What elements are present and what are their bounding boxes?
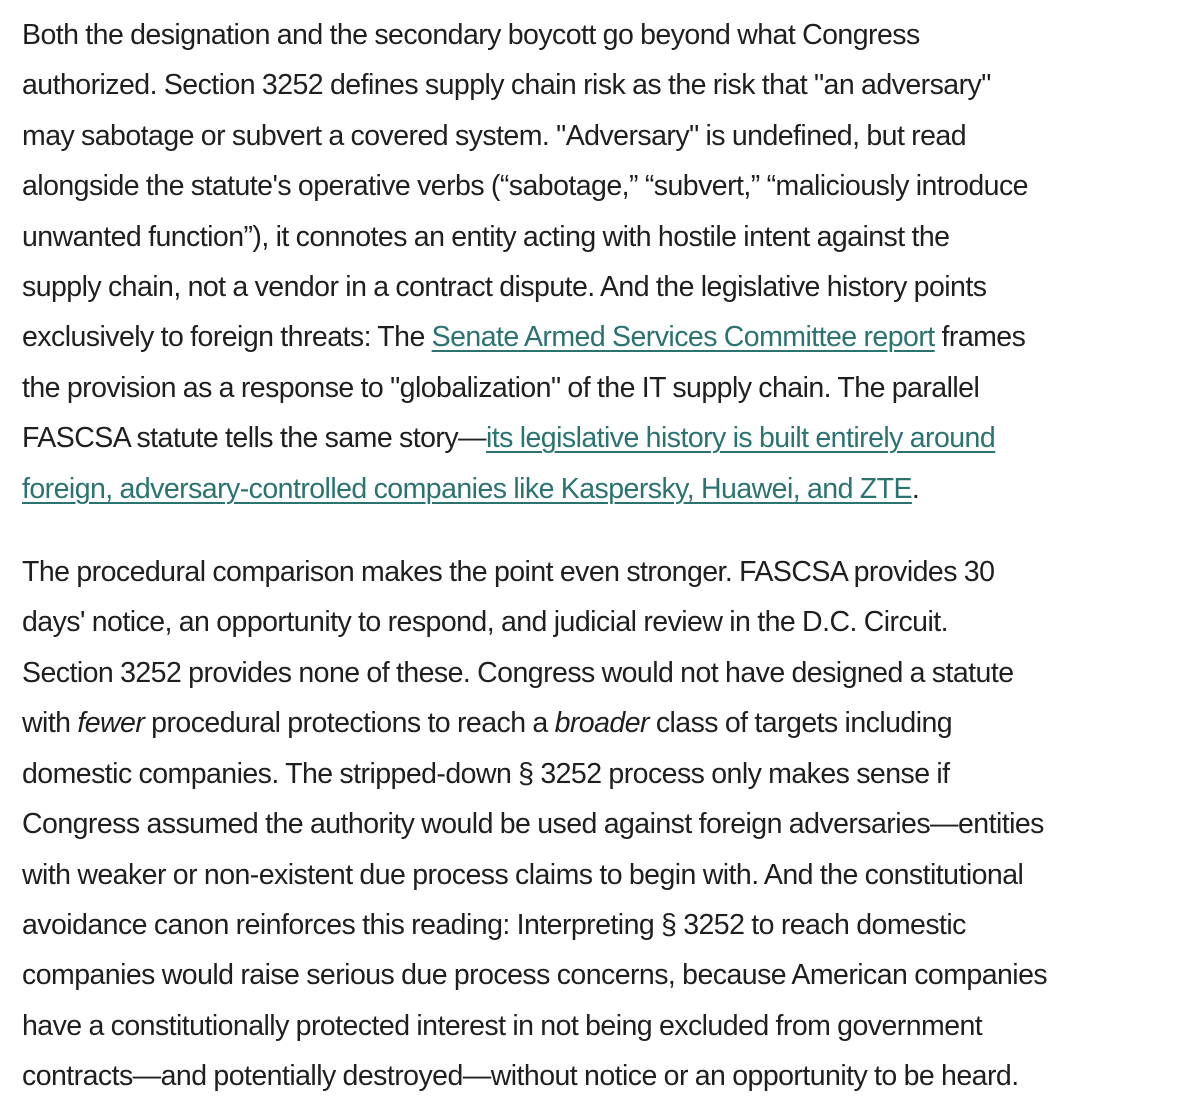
text-line: [22, 698, 1194, 748]
emphasized-text: fewer: [77, 707, 145, 740]
text-segment: supply chain, not a vendor in a contract dispute. And the legislative history points: [22, 271, 987, 304]
text-segment: alongside the statute's operative verbs (“sabotage,” “subvert,” “maliciously introduce: [22, 170, 1028, 203]
text-line: [22, 950, 1194, 1000]
text-line: [22, 547, 1194, 597]
text-line: [22, 10, 1194, 60]
text-segment: unwanted function”), it connotes an entity acting with hostile intent against the: [22, 220, 950, 253]
text-line: [22, 262, 1194, 312]
text-line: [22, 60, 1194, 110]
text-segment: the provision as a response to "globalization" of the IT supply chain. The parallel: [22, 371, 980, 404]
text-line: [22, 212, 1194, 262]
text-line: [22, 799, 1194, 849]
text-line: [22, 464, 1194, 514]
text-line: [22, 1001, 1194, 1051]
text-line: [22, 597, 1194, 647]
text-segment: exclusively to foreign threats: The: [22, 321, 432, 354]
text-segment: days' notice, an opportunity to respond, and judicial review in the D.C. Circuit.: [22, 606, 948, 639]
text-line: [22, 648, 1194, 698]
inline-link[interactable]: foreign, adversary-controlled companies like Kaspersky, Huawei, and ZTE: [22, 472, 912, 505]
text-segment: companies would raise serious due process concerns, because American companies: [22, 959, 1048, 992]
text-segment: Section 3252 provides none of these. Congress would not have designed a statute: [22, 656, 1014, 689]
text-segment: with: [22, 707, 78, 740]
text-line: [22, 413, 1194, 463]
text-line: [22, 363, 1194, 413]
paragraph-2: [22, 547, 1194, 1101]
text-segment: class of targets including: [648, 707, 953, 740]
text-line: [22, 111, 1194, 161]
text-line: [22, 850, 1194, 900]
text-segment: procedural protections to reach a: [144, 707, 555, 740]
text-segment: .: [911, 472, 920, 505]
inline-link[interactable]: its legislative history is built entirely around: [485, 422, 996, 455]
text-segment: may sabotage or subvert a covered system. "Adversary" is undefined, but read: [22, 119, 967, 152]
text-segment: domestic companies. The stripped-down § 3252 process only makes sense if: [22, 757, 950, 790]
article-body: [22, 10, 1194, 1102]
text-line: [22, 312, 1194, 362]
inline-link[interactable]: Senate Armed Services Committee report: [431, 321, 935, 354]
text-segment: FASCSA statute tells the same story—: [22, 422, 486, 455]
text-line: [22, 161, 1194, 211]
text-segment: Congress assumed the authority would be used against foreign adversaries—entities: [22, 808, 1044, 841]
text-segment: authorized. Section 3252 defines supply chain risk as the risk that "an adversary": [22, 69, 991, 102]
text-segment: The procedural comparison makes the point even stronger. FASCSA provides 30: [22, 556, 995, 589]
text-segment: have a constitutionally protected interest in not being excluded from government: [22, 1009, 983, 1042]
text-line: [22, 1051, 1194, 1101]
text-segment: contracts—and potentially destroyed—without notice or an opportunity to be heard.: [22, 1060, 1019, 1093]
text-line: [22, 900, 1194, 950]
text-segment: avoidance canon reinforces this reading: Interpreting § 3252 to reach domestic: [22, 908, 966, 941]
text-line: [22, 749, 1194, 799]
text-segment: Both the designation and the secondary boycott go beyond what Congress: [22, 19, 920, 51]
text-segment: with weaker or non-existent due process claims to begin with. And the constitutional: [22, 858, 1024, 891]
paragraph-1: [22, 10, 1194, 514]
text-segment: frames: [934, 321, 1026, 354]
emphasized-text: broader: [554, 707, 649, 740]
